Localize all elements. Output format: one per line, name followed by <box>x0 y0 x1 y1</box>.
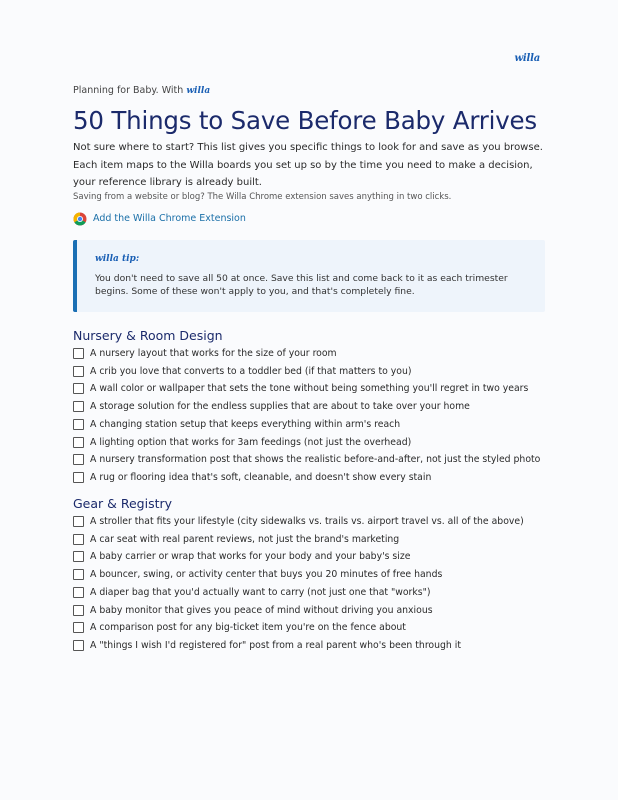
checkbox[interactable] <box>73 551 84 562</box>
document-subtitle <box>73 84 545 98</box>
checklist-item-label: A bouncer, swing, or activity center that buys you 20 minutes of free hands <box>90 569 443 581</box>
checklist-item <box>73 566 545 584</box>
checkbox[interactable] <box>73 454 84 465</box>
checkbox[interactable] <box>73 605 84 616</box>
checklist-item <box>73 548 545 566</box>
checklist-item-label: A "things I wish I'd registered for" post from a real parent who's been through it <box>90 640 461 652</box>
checklist-item-label: A car seat with real parent reviews, not just the brand's marketing <box>90 533 400 545</box>
checkbox[interactable] <box>73 419 84 430</box>
checkbox[interactable] <box>73 437 84 448</box>
checklist-item <box>73 513 545 531</box>
intro-paragraph: Not sure where to start? This list gives you specific things to look for and save as you browse. Each item maps to the Willa boards you set up so by the time you need to make a decision, your reference library is already built. <box>73 142 543 188</box>
tip-title: willa tip: <box>95 253 140 264</box>
checkbox[interactable] <box>73 622 84 633</box>
checkbox[interactable] <box>73 516 84 527</box>
checklist-item <box>73 433 545 451</box>
checklist-item-label: A baby carrier or wrap that works for your body and your baby's size <box>90 551 411 563</box>
chrome-icon <box>73 212 87 226</box>
checklist-item <box>73 584 545 602</box>
checkbox[interactable] <box>73 348 84 359</box>
subtitle-text: Planning for Baby. With <box>73 85 184 96</box>
checklist-item-label: A baby monitor that gives you peace of mind without driving you anxious <box>90 604 433 616</box>
checkbox[interactable] <box>73 640 84 651</box>
document-body <box>73 84 545 655</box>
checklist-item <box>73 619 545 637</box>
tip-body: You don't need to save all 50 at once. Save this list and come back to it as each trimester begins. Some of these won't apply to you, and that's completely fine. <box>95 272 508 297</box>
checkbox[interactable] <box>73 383 84 394</box>
checklist-item <box>73 451 545 469</box>
add-chrome-extension-label[interactable]: Add the Willa Chrome Extension <box>93 213 246 224</box>
willa-logo: willa <box>514 53 540 64</box>
checklist-item-label: A crib you love that converts to a toddler bed (if that matters to you) <box>90 365 412 377</box>
checkbox[interactable] <box>73 534 84 545</box>
checkbox[interactable] <box>73 401 84 412</box>
checklist-item-label: A wall color or wallpaper that sets the tone without being something you'll regret in two years <box>90 383 529 395</box>
checkbox[interactable] <box>73 569 84 580</box>
checkbox[interactable] <box>73 472 84 483</box>
checklist-item-label: A stroller that fits your lifestyle (city sidewalks vs. trails vs. airport travel vs. all of the above) <box>90 515 524 527</box>
checklist-item-label: A changing station setup that keeps everything within arm's reach <box>90 418 401 430</box>
checklist-item-label: A rug or flooring idea that's soft, cleanable, and doesn't show every stain <box>90 472 432 484</box>
add-chrome-extension-link[interactable] <box>73 211 545 227</box>
checklist-item <box>73 380 545 398</box>
checklist-item <box>73 398 545 416</box>
checkbox[interactable] <box>73 587 84 598</box>
checklist-item <box>73 362 545 380</box>
section-heading-gear: Gear & Registry <box>73 495 173 511</box>
checklist-item-label: A nursery transformation post that shows the realistic before-and-after, not just the styled photo <box>90 454 541 466</box>
extension-note: Saving from a website or blog? The Willa Chrome extension saves anything in two clicks. <box>73 191 452 202</box>
checkbox[interactable] <box>73 366 84 377</box>
gear-checklist <box>73 513 545 655</box>
checklist-item <box>73 345 545 363</box>
subtitle-logo: willa <box>186 86 211 96</box>
checklist-item <box>73 601 545 619</box>
willa-tip-callout <box>73 240 545 312</box>
checklist-item-label: A nursery layout that works for the size of your room <box>90 347 337 359</box>
nursery-checklist <box>73 345 545 487</box>
section-heading-nursery: Nursery & Room Design <box>73 327 223 343</box>
checklist-item-label: A storage solution for the endless supplies that are about to take over your home <box>90 401 470 413</box>
checklist-item <box>73 416 545 434</box>
checklist-item-label: A comparison post for any big-ticket item you're on the fence about <box>90 622 406 634</box>
checklist-item-label: A lighting option that works for 3am feedings (not just the overhead) <box>90 436 412 448</box>
page-title: 50 Things to Save Before Baby Arrives <box>73 106 537 135</box>
checklist-item-label: A diaper bag that you'd actually want to carry (not just one that "works") <box>90 586 431 598</box>
checklist-item <box>73 530 545 548</box>
checklist-item <box>73 469 545 487</box>
checklist-item <box>73 637 545 655</box>
